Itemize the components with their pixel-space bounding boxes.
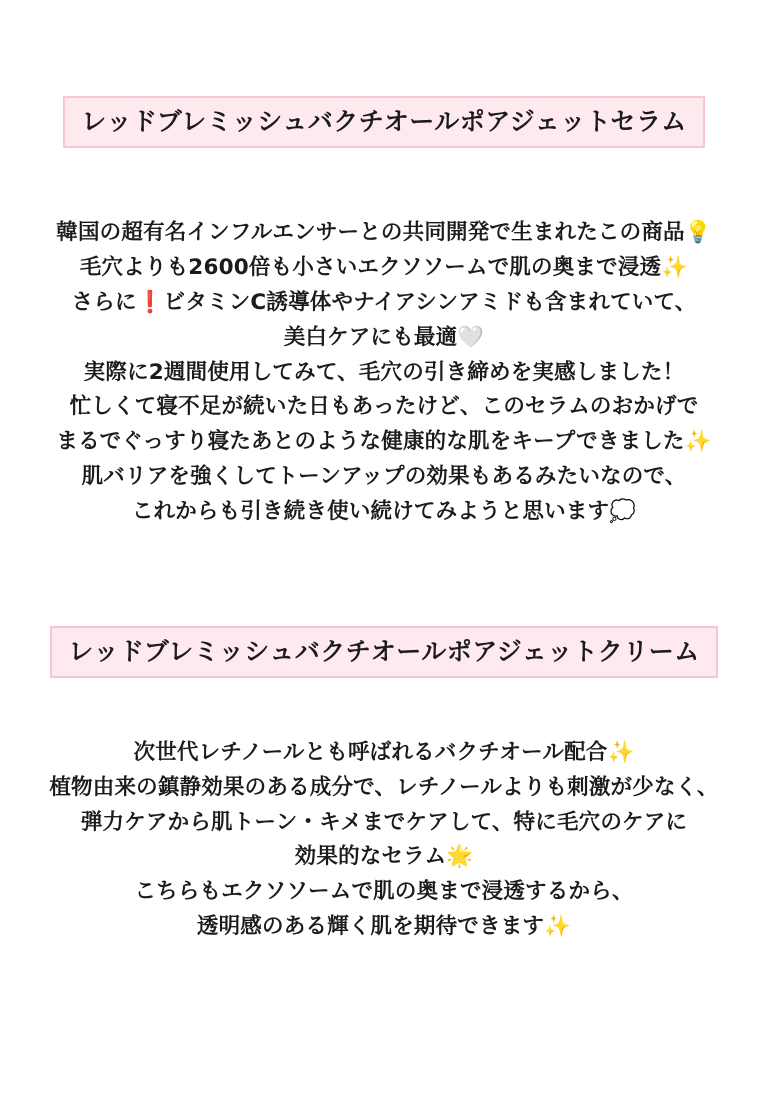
section-cream [0, 626, 768, 945]
cream-line-1: 次世代レチノールとも呼ばれるバクチオール配合✨ [133, 739, 635, 765]
serum-line-9: これからも引き続き使い続けてみようと思います💭 [131, 498, 637, 524]
serum-line-1: 韓国の超有名インフルエンサーとの共同開発で生まれたこの商品💡 [56, 220, 712, 246]
cream-product-title: レッドブレミッシュバクチオールポアジェットクリーム [50, 626, 718, 678]
cream-line-5: こちらもエクソソームで肌の奥まで浸透するから、 [134, 879, 634, 905]
serum-line-7: まるでぐっすり寝たあとのような健康的な肌をキープできました✨ [56, 429, 712, 455]
serum-product-title: レッドブレミッシュバクチオールポアジェットセラム [63, 96, 705, 148]
serum-line-4: 美白ケアにも最適🤍 [283, 324, 485, 350]
cream-line-4: 効果的なセラム🌟 [294, 844, 474, 870]
serum-description [0, 216, 768, 529]
serum-heading-wrap [0, 96, 768, 148]
cream-line-3: 弾力ケアから肌トーン・キメまでケアして、特に毛穴のケアに [80, 809, 688, 835]
cream-description [0, 736, 768, 945]
cream-line-2: 植物由来の鎮静効果のある成分で、レチノールよりも刺激が少なく、 [49, 774, 719, 800]
serum-line-3: さらに❗️ビタミンC誘導体やナイアシンアミドも含まれていて、 [71, 289, 697, 315]
section-serum [0, 96, 768, 530]
cream-heading-wrap [0, 626, 768, 678]
document-page [0, 96, 768, 1120]
serum-line-5: 実際に2週間使用してみて、毛穴の引き締めを実感しました！ [83, 359, 685, 385]
cream-line-6: 透明感のある輝く肌を期待できます✨ [196, 914, 572, 940]
serum-line-6: 忙しくて寝不足が続いた日もあったけど、このセラムのおかげで [69, 394, 699, 420]
serum-line-8: 肌バリアを強くしてトーンアップの効果もあるみたいなので、 [81, 464, 687, 490]
serum-line-2: 毛穴よりも2600倍も小さいエクソソームで肌の奥まで浸透✨ [79, 255, 689, 281]
